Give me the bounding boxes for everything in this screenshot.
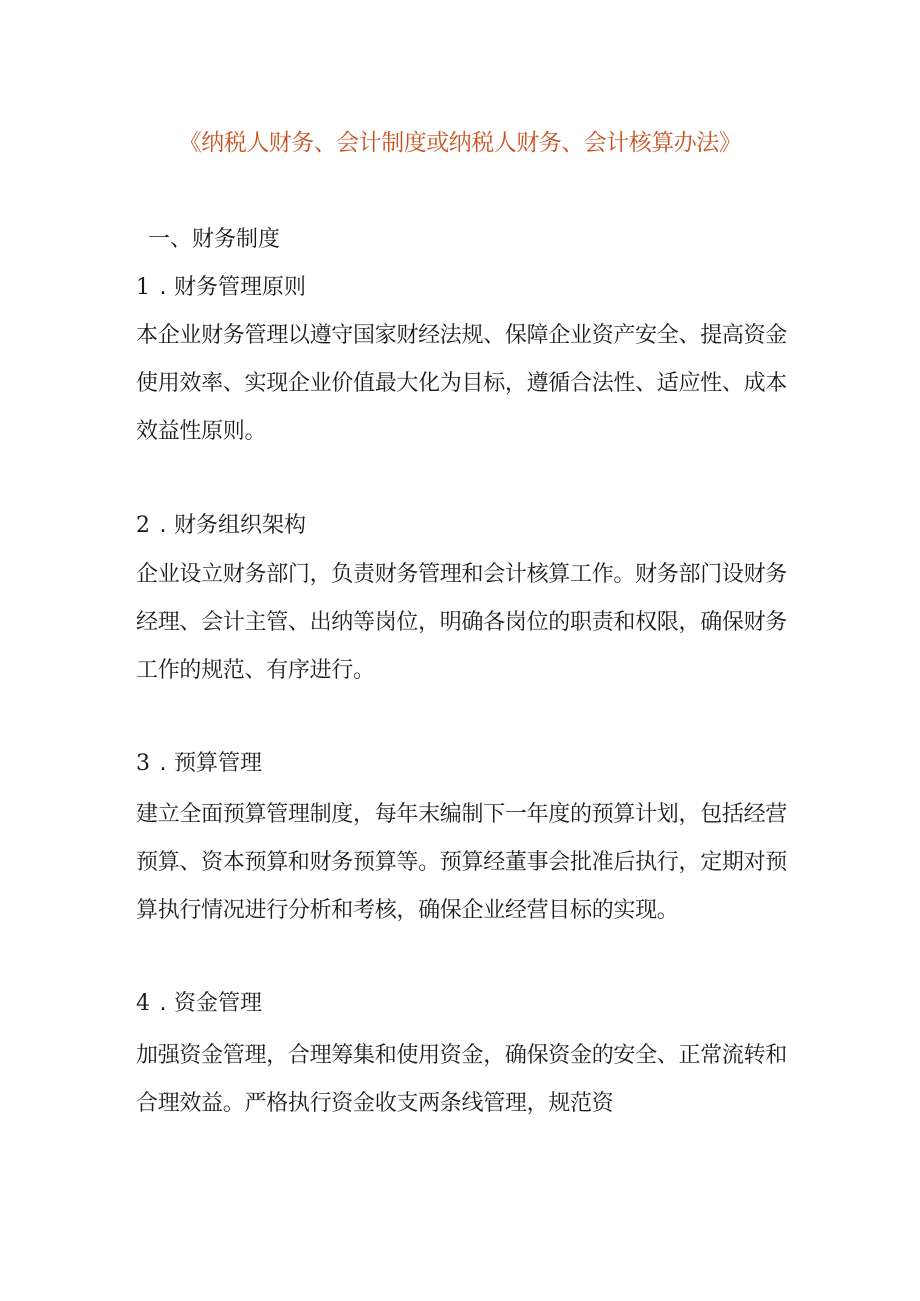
subsection-separator: . — [159, 991, 167, 1016]
subsection-title: 财务组织架构 — [174, 513, 307, 538]
subsection-heading — [136, 272, 306, 304]
subsection-number: 4 — [136, 991, 150, 1016]
subsection-body: 建立全面预算管理制度，每年末编制下一年度的预算计划，包括经营预算、资本预算和财务预算等。预算经董事会批准后执行，定期对预算执行情况进行分析和考核，确保企业经营目标的实现。 — [136, 802, 788, 923]
subsection-heading — [136, 748, 262, 780]
subsection-separator: . — [159, 513, 167, 538]
subsection-title: 资金管理 — [174, 991, 263, 1016]
subsection-number: 1 — [136, 275, 150, 300]
subsection-heading — [136, 510, 306, 542]
document-title: 《纳税人财务、会计制度或纳税人财务、会计核算办法》 — [178, 130, 742, 156]
section-heading: 一、财务制度 — [148, 227, 281, 252]
subsection-body: 本企业财务管理以遵守国家财经法规、保障企业资产安全、提高资金使用效率、实现企业价值最大化为目标，遵循合法性、适应性、成本效益性原则。 — [136, 323, 788, 444]
subsection-number: 3 — [136, 751, 150, 776]
subsection-title: 预算管理 — [174, 751, 263, 776]
subsection-body: 企业设立财务部门，负责财务管理和会计核算工作。财务部门设财务经理、会计主管、出纳等岗位，明确各岗位的职责和权限，确保财务工作的规范、有序进行。 — [136, 562, 788, 683]
subsection-separator: . — [159, 275, 167, 300]
subsection-title: 财务管理原则 — [174, 275, 307, 300]
subsection-separator: . — [159, 751, 167, 776]
subsection-number: 2 — [136, 513, 150, 538]
subsection-body: 加强资金管理，合理筹集和使用资金，确保资金的安全、正常流转和合理效益。严格执行资金收支两条线管理，规范资 — [136, 1043, 788, 1116]
subsection-heading — [136, 988, 262, 1020]
